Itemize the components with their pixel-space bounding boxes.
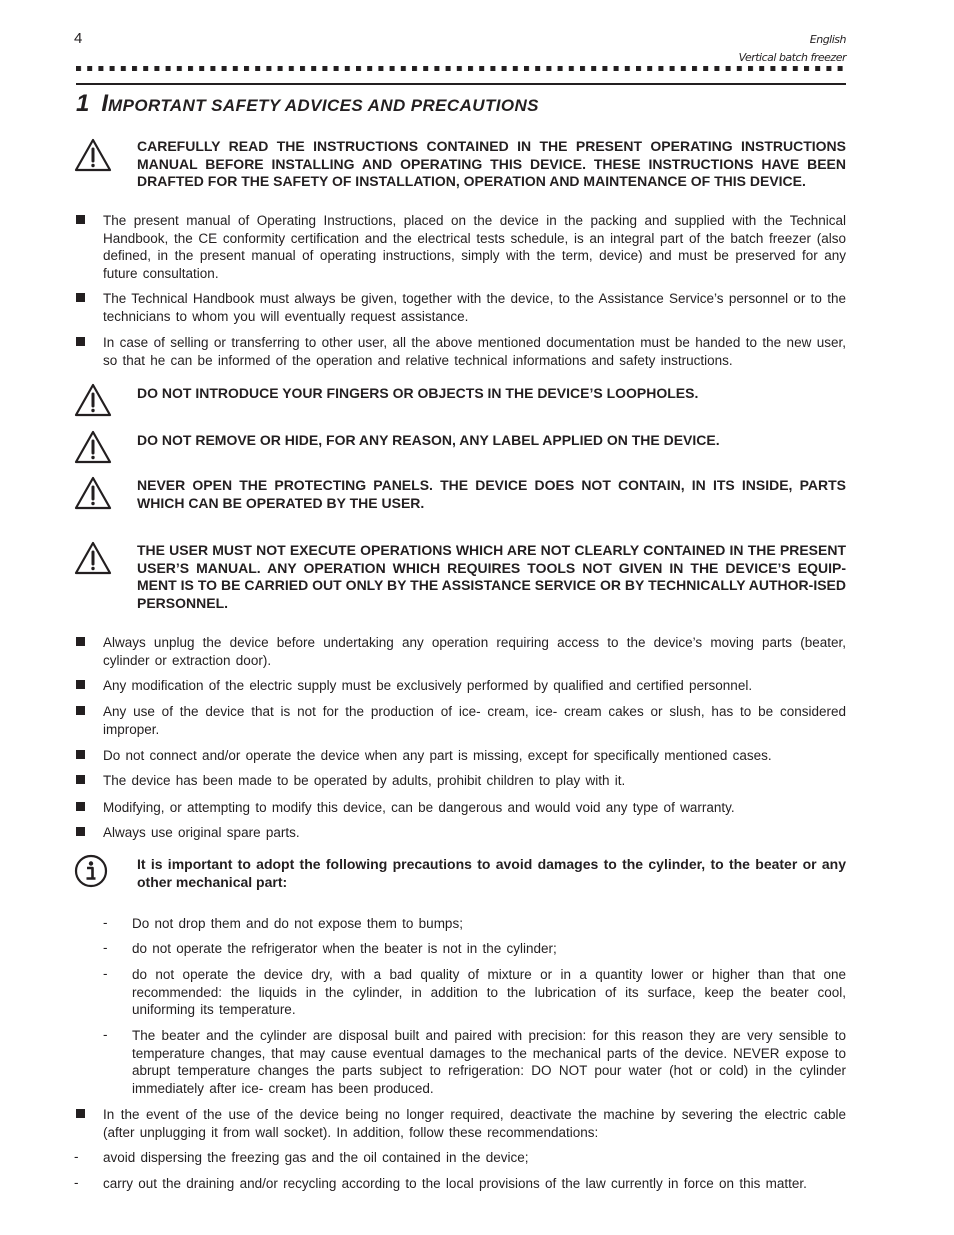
list-item: [76, 334, 846, 369]
list-item: [76, 772, 846, 790]
list-item: [76, 1106, 846, 1141]
list-item-text: carry out the draining and/or recycling according to the local provisions of the law currently in force on this matter.: [103, 1176, 807, 1191]
dash-marker: -: [74, 1175, 79, 1190]
warning-block: [74, 138, 846, 191]
warning-text: DO NOT INTRODUCE YOUR FINGERS OR OBJECTS IN THE DEVICE’S LOOPHOLES.: [137, 385, 699, 401]
list-item: [103, 940, 846, 958]
list-item-text: In case of selling or transferring to other user, all the above mentioned documentation must be handed to the new user, so that he can be informed of the operation and relative technical informations and safety instructions.: [103, 335, 846, 368]
list-item: [76, 212, 846, 282]
list-item-text: Do not connect and/or operate the device when any part is missing, except for specifically mentioned cases.: [103, 748, 772, 763]
section-title-rest: MPORTANT SAFETY ADVICES AND PRECAUTIONS: [108, 96, 539, 115]
info-block: [74, 854, 846, 891]
list-item-text: avoid dispersing the freezing gas and the oil contained in the device;: [103, 1150, 529, 1165]
bullet-square-icon: [76, 706, 85, 715]
bullet-square-icon: [76, 1109, 85, 1118]
list-item-text: In the event of the use of the device being no longer required, deactivate the machine by severing the electric cable (after unplugging it from wall socket). In addition, follow these recommendations:: [103, 1107, 846, 1140]
warning-text: NEVER OPEN THE PROTECTING PANELS. THE DEVICE DOES NOT CONTAIN, IN ITS INSIDE, PARTS WHICH CAN BE OPERATED BY THE USER.: [137, 477, 846, 511]
warning-text: DO NOT REMOVE OR HIDE, FOR ANY REASON, ANY LABEL APPLIED ON THE DEVICE.: [137, 432, 720, 448]
list-item: [103, 966, 846, 1019]
page-number: 4: [74, 30, 83, 47]
list-item-text: do not operate the device dry, with a bad quality of mixture or in a quantity lower or higher than that one recommended: the liquids in the cylinder, in addition to the lubrication of its surface, keep the beater cool, uniforming its temperature.: [132, 967, 846, 1018]
warning-text: CAREFULLY READ THE INSTRUCTIONS CONTAINED IN THE PRESENT OPERATING INSTRUCTIONS MANUAL BEFORE INSTALLING AND OPERATING THIS DEVICE. THESE INSTRUCTIONS HAVE BEEN DRAFTED FOR THE SAFETY OF INSTALLATION, OPERATION AND MAINTENANCE OF THIS DEVICE.: [137, 138, 846, 189]
bullet-square-icon: [76, 293, 85, 302]
dash-marker: -: [74, 1149, 79, 1164]
list-item-text: Any modification of the electric supply must be exclusively performed by qualified and certified personnel.: [103, 678, 753, 693]
list-item: [74, 1149, 846, 1167]
list-item: [103, 915, 846, 933]
dash-marker: -: [103, 915, 108, 930]
dash-marker: -: [103, 940, 108, 955]
warning-text: THE USER MUST NOT EXECUTE OPERATIONS WHICH ARE NOT CLEARLY CONTAINED IN THE PRESENT USER’S MANUAL. ANY OPERATION WHICH REQUIRES TOOLS NOT GIVEN IN THE DEVICE’S EQUIP-MENT IS TO BE CARRIED OUT ONLY BY THE ASSISTANCE SERVICE OR BY TECHNICALLY AUTHOR-ISED PERSONNEL.: [137, 542, 846, 611]
header-subtitle: Vertical batch freezer: [738, 51, 846, 64]
list-item: [76, 290, 846, 325]
dash-marker: -: [103, 1027, 108, 1042]
warning-block: [74, 476, 846, 512]
section-title: [76, 90, 846, 118]
list-item-text: Always use original spare parts.: [103, 825, 300, 840]
list-item: [76, 747, 846, 765]
warning-triangle-icon: [74, 383, 112, 417]
header-language: English: [809, 33, 846, 46]
header-rule: [76, 83, 846, 85]
list-item-text: do not operate the refrigerator when the beater is not in the cylinder;: [132, 941, 557, 956]
list-item: [76, 824, 846, 842]
list-item-text: The device has been made to be operated by adults, prohibit children to play with it.: [103, 773, 626, 788]
warning-triangle-icon: [74, 541, 112, 575]
bullet-square-icon: [76, 750, 85, 759]
bullet-square-icon: [76, 680, 85, 689]
list-item: [76, 799, 846, 817]
list-item: [76, 703, 846, 738]
list-item: [76, 634, 846, 669]
warning-block: [74, 383, 846, 403]
list-item-text: The present manual of Operating Instructions, placed on the device in the packing and supplied with the Technical Handbook, the CE conformity certification and the electrical tests schedule, is an integral part of the batch freezer (also defined, in the present manual of operating instructions, simply with the term, device) and must be preserved for any future consultation.: [103, 213, 846, 281]
warning-block: [74, 430, 846, 450]
bullet-square-icon: [76, 802, 85, 811]
list-item-text: Do not drop them and do not expose them to bumps;: [132, 916, 463, 931]
warning-block: [74, 541, 846, 612]
warning-triangle-icon: [74, 430, 112, 464]
info-text: It is important to adopt the following precautions to avoid damages to the cylinder, to the beater or any other mechanical part:: [137, 856, 846, 890]
list-item-text: Any use of the device that is not for the production of ice- cream, ice- cream cakes or slush, has to be considered improper.: [103, 704, 846, 737]
warning-triangle-icon: [74, 138, 112, 172]
section-title-first-letter: I: [101, 90, 109, 117]
bullet-square-icon: [76, 215, 85, 224]
section-number: 1: [76, 90, 90, 117]
bullet-square-icon: [76, 637, 85, 646]
list-item-text: The beater and the cylinder are disposal built and paired with precision: for this reason they are very sensible to temperature changes, that may cause eventual damages to the mechanical parts of the device. NEVER expose to abrupt temperature changes the parts subject to refrigeration: DO NOT pour water (hot or cold) in the cylinder immediately after ice- cream has been produced.: [132, 1028, 846, 1096]
warning-triangle-icon: [74, 476, 112, 510]
bullet-square-icon: [76, 827, 85, 836]
dotted-divider: [76, 66, 846, 72]
list-item: [74, 1175, 846, 1193]
list-item: [76, 677, 846, 695]
bullet-square-icon: [76, 775, 85, 784]
list-item-text: Modifying, or attempting to modify this device, can be dangerous and would void any type of warranty.: [103, 800, 735, 815]
list-item-text: The Technical Handbook must always be given, together with the device, to the Assistance Service’s personnel or to the technicians to whom you will eventually request assistance.: [103, 291, 846, 324]
list-item-text: Always unplug the device before undertaking any operation requiring access to the device’s moving parts (beater, cylinder or extraction door).: [103, 635, 846, 668]
bullet-square-icon: [76, 337, 85, 346]
dash-marker: -: [103, 966, 108, 981]
list-item: [103, 1027, 846, 1097]
info-icon: [74, 854, 108, 888]
